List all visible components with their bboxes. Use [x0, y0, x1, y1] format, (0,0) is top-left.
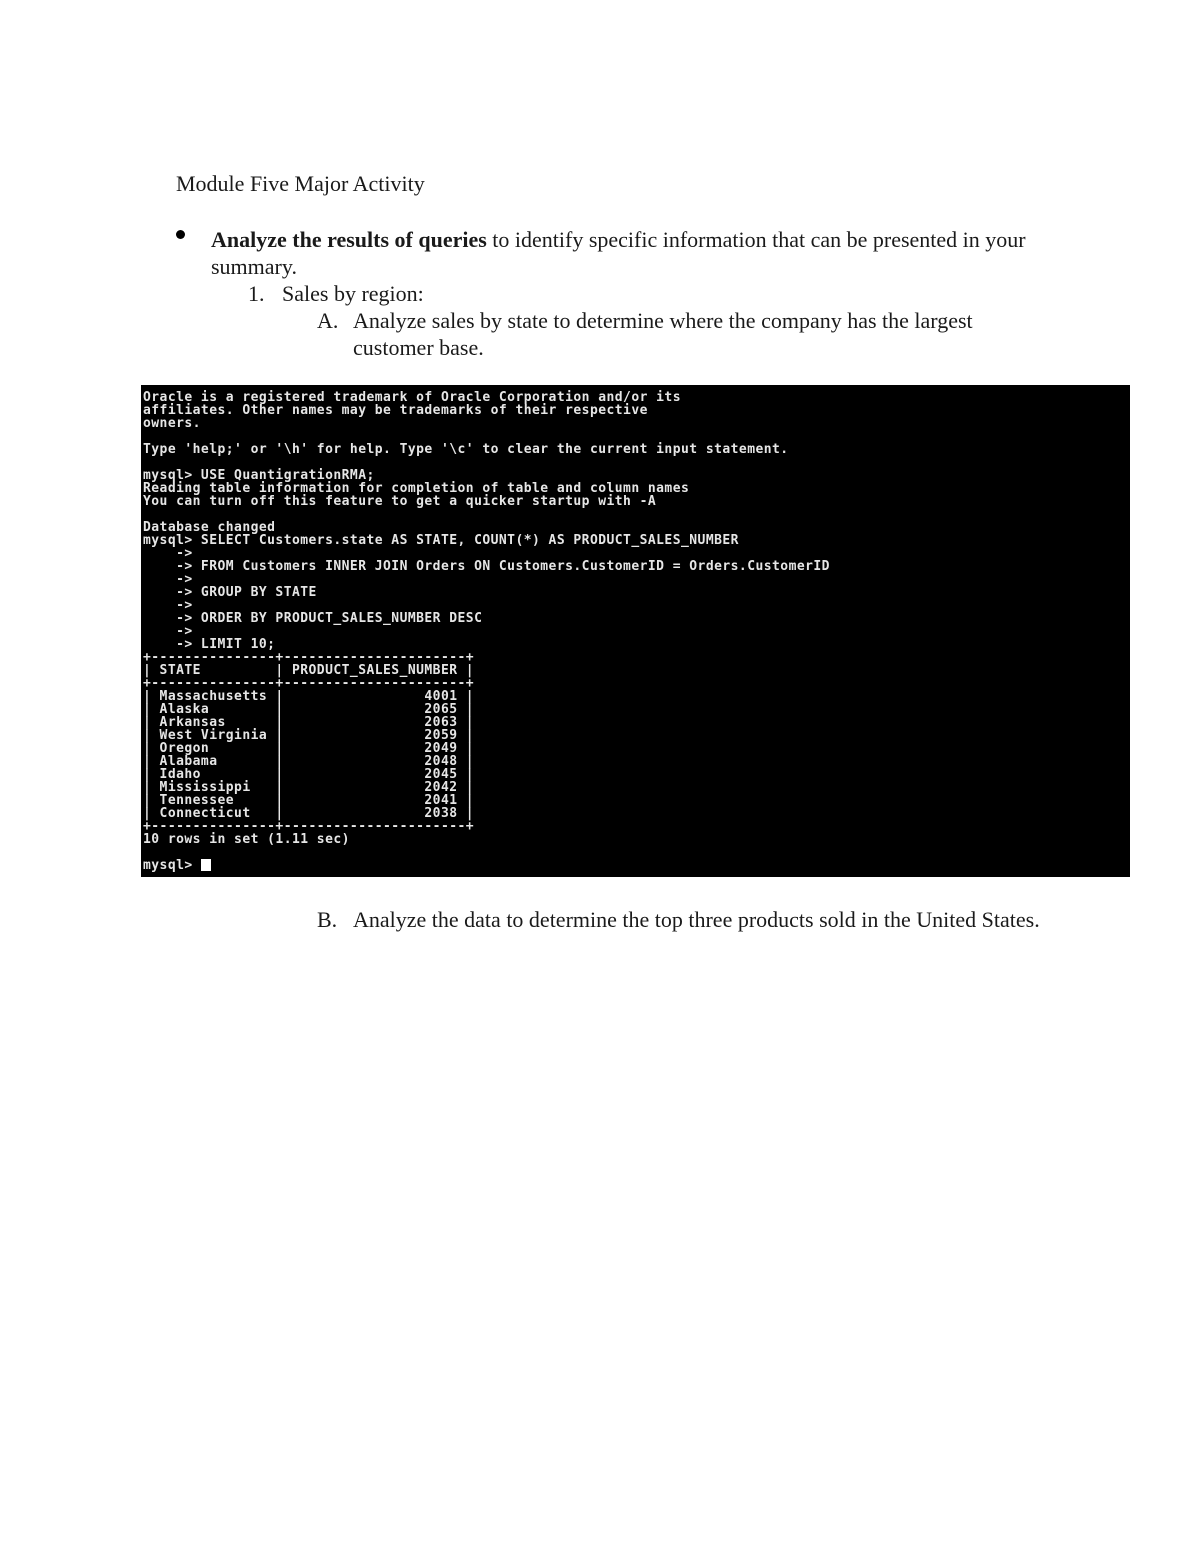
terminal-line: | Alabama | 2048 |	[143, 754, 475, 769]
terminal-line: | Mississippi | 2042 |	[143, 780, 475, 795]
terminal-line: | Alaska | 2065 |	[143, 702, 475, 717]
terminal-cursor	[201, 859, 211, 871]
terminal-output	[141, 385, 1130, 872]
terminal-line: mysql> USE QuantigrationRMA;	[143, 468, 375, 483]
terminal-prompt-line	[143, 859, 1130, 872]
bullet-rest-text: to identify specific information that can be presented in your summary.	[211, 227, 1026, 279]
terminal-line: -> GROUP BY STATE	[143, 585, 317, 600]
terminal-line: ->	[143, 546, 193, 561]
item-a-text: Analyze sales by state to determine where the company has the largest customer base.	[353, 308, 973, 360]
terminal-line: -> ORDER BY PRODUCT_SALES_NUMBER DESC	[143, 611, 483, 626]
terminal-line	[143, 846, 1130, 859]
terminal-line: | Connecticut | 2038 |	[143, 806, 475, 821]
terminal-line: -> FROM Customers INNER JOIN Orders ON Customers.CustomerID = Orders.CustomerID	[143, 559, 830, 574]
terminal-line: Reading table information for completion of table and column names	[143, 481, 690, 496]
terminal-line: Database changed	[143, 520, 276, 535]
terminal-line: Type 'help;' or '\h' for help. Type '\c' to clear the current input statement.	[143, 442, 789, 457]
terminal-line: ->	[143, 572, 193, 587]
terminal-line: -> LIMIT 10;	[143, 637, 276, 652]
terminal-line: affiliates. Other names may be trademarks of their respective	[143, 403, 648, 418]
terminal-line: | Arkansas | 2063 |	[143, 715, 475, 730]
terminal-line: +---------------+----------------------+	[143, 819, 475, 834]
terminal-line: You can turn off this feature to get a quicker startup with -A	[143, 494, 657, 509]
bullet-icon	[176, 230, 185, 239]
bullet-paragraph	[211, 226, 1051, 280]
terminal-line: ->	[143, 624, 193, 639]
terminal-line: +---------------+----------------------+	[143, 676, 475, 691]
terminal-screenshot	[141, 385, 1130, 877]
terminal-line: | Massachusetts | 4001 |	[143, 689, 475, 704]
terminal-line: Oracle is a registered trademark of Oracle Corporation and/or its	[143, 390, 681, 405]
bullet-bold-text: Analyze the results of queries	[211, 227, 487, 252]
item-a-marker: A.	[317, 308, 339, 333]
item-b-text: Analyze the data to determine the top three products sold in the United States.	[353, 907, 1040, 932]
item-b-marker: B.	[317, 907, 338, 932]
terminal-line: | Tennessee | 2041 |	[143, 793, 475, 808]
terminal-line	[143, 508, 1130, 521]
terminal-line: mysql> SELECT Customers.state AS STATE, COUNT(*) AS PRODUCT_SALES_NUMBER	[143, 533, 739, 548]
terminal-line: 10 rows in set (1.11 sec)	[143, 832, 350, 847]
terminal-line: owners.	[143, 416, 201, 431]
terminal-line: | Oregon | 2049 |	[143, 741, 475, 756]
terminal-line: | STATE | PRODUCT_SALES_NUMBER |	[143, 663, 475, 678]
terminal-line: | Idaho | 2045 |	[143, 767, 475, 782]
terminal-line: ->	[143, 598, 193, 613]
terminal-line: | West Virginia | 2059 |	[143, 728, 475, 743]
numbered-item-text: Sales by region:	[282, 281, 424, 306]
document-title: Module Five Major Activity	[176, 171, 425, 196]
terminal-prompt: mysql>	[143, 858, 201, 873]
numbered-marker: 1.	[248, 281, 265, 306]
terminal-line: +---------------+----------------------+	[143, 650, 475, 665]
